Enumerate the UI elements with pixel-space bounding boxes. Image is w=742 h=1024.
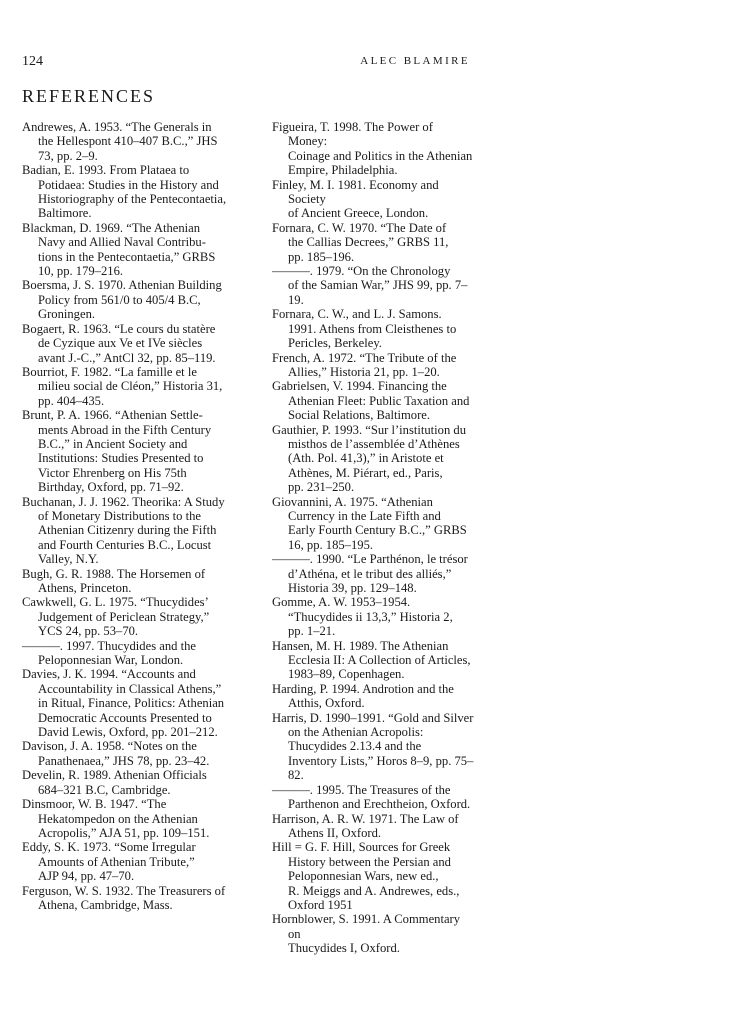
- reference-line: History between the Persian and: [288, 854, 451, 869]
- reference-line: pp. 185–196.: [288, 249, 355, 264]
- reference-line: (Ath. Pol. 41,3),” in Aristote et: [288, 451, 444, 466]
- references-column-right: [272, 120, 474, 956]
- reference-line: Athenian Citizenry during the Fifth: [38, 523, 217, 538]
- reference-line: B.C.,” in Ancient Society and: [38, 436, 188, 451]
- reference-line: Eddy, S. K. 1973. “Some Irregular: [22, 840, 196, 855]
- reference-entry: [22, 120, 248, 163]
- reference-entry: [22, 595, 248, 638]
- reference-entry: [22, 495, 248, 567]
- reference-line: Harris, D. 1990–1991. “Gold and Silver: [272, 710, 474, 725]
- reference-line: Gomme, A. W. 1953–1954.: [272, 595, 411, 610]
- reference-line: and Fourth Centuries B.C., Locust: [38, 537, 212, 552]
- reference-line: Hekatompedon on the Athenian: [38, 811, 198, 826]
- reference-line: Harrison, A. R. W. 1971. The Law of: [272, 811, 459, 826]
- reference-line: pp. 231–250.: [288, 480, 355, 495]
- reference-entry: [272, 552, 474, 595]
- reference-line: Harding, P. 1994. Androtion and the: [272, 681, 454, 696]
- reference-line: Ferguson, W. S. 1932. The Treasurers of: [22, 883, 226, 898]
- reference-line: 684–321 B.C, Cambridge.: [38, 782, 171, 797]
- reference-entry: [272, 264, 474, 307]
- reference-line: Atthis, Oxford.: [288, 696, 365, 711]
- reference-line: Figueira, T. 1998. The Power of Money:: [272, 120, 433, 149]
- reference-line: Peloponnesian War, London.: [38, 653, 184, 668]
- reference-line: Thucydides I, Oxford.: [288, 941, 400, 956]
- reference-line: Hornblower, S. 1991. A Commentary on: [272, 912, 461, 941]
- reference-line: Groningen.: [38, 307, 96, 322]
- reference-line: Boersma, J. S. 1970. Athenian Building: [22, 278, 222, 293]
- reference-line: Finley, M. I. 1981. Economy and Society: [272, 177, 439, 207]
- reference-line: Badian, E. 1993. From Plataea to: [22, 163, 190, 178]
- reference-line: David Lewis, Oxford, pp. 201–212.: [38, 725, 218, 740]
- reference-line: ———. 1979. “On the Chronology: [272, 264, 451, 279]
- reference-line: of Ancient Greece, London.: [288, 206, 429, 221]
- reference-entry: [272, 307, 474, 350]
- reference-entry: [22, 739, 248, 768]
- reference-line: Bogaert, R. 1963. “Le cours du statère: [22, 321, 216, 336]
- reference-entry: [22, 667, 248, 739]
- reference-line: on the Athenian Acropolis:: [288, 725, 424, 740]
- reference-entry: [272, 840, 474, 912]
- reference-line: Fornara, C. W. 1970. “The Date of: [272, 220, 447, 235]
- reference-entry: [22, 768, 248, 797]
- reference-entry: [22, 221, 248, 279]
- reference-line: Davison, J. A. 1958. “Notes on the: [22, 739, 197, 754]
- reference-line: Acropolis,” AJA 51, pp. 109–151.: [38, 825, 210, 840]
- reference-entry: [22, 163, 248, 221]
- reference-line: Gauthier, P. 1993. “Sur l’institution du: [272, 422, 466, 437]
- reference-line: Early Fourth Century B.C.,” GRBS: [288, 523, 467, 538]
- reference-entry: [272, 595, 474, 638]
- reference-line: Athens II, Oxford.: [288, 825, 382, 840]
- reference-entry: [22, 797, 248, 840]
- reference-line: Bugh, G. R. 1988. The Horsemen of: [22, 566, 206, 581]
- reference-line: Historiography of the Pentecontaetia,: [38, 192, 227, 207]
- reference-line: the Hellespont 410–407 B.C.,” JHS: [38, 134, 218, 149]
- reference-line: Brunt, P. A. 1966. “Athenian Settle-: [22, 408, 203, 423]
- reference-line: of the Samian War,” JHS 99, pp. 7–: [288, 278, 468, 293]
- reference-entry: [22, 365, 248, 408]
- reference-line: ———. 1995. The Treasures of the: [272, 782, 451, 797]
- reference-line: Athenian Fleet: Public Taxation and: [288, 393, 470, 408]
- reference-line: de Cyzique aux Ve et IVe siècles: [38, 336, 203, 351]
- reference-entry: [22, 639, 248, 668]
- reference-line: Coinage and Politics in the Athenian: [288, 148, 473, 163]
- reference-line: milieu social de Cléon,” Historia 31,: [38, 379, 223, 394]
- reference-entry: [272, 178, 474, 221]
- reference-line: Policy from 561/0 to 405/4 B.C,: [38, 292, 201, 307]
- reference-line: 73, pp. 2–9.: [38, 148, 98, 163]
- reference-entry: [272, 682, 474, 711]
- page-number: 124: [22, 54, 43, 69]
- reference-line: Peloponnesian Wars, new ed.,: [288, 869, 439, 884]
- reference-line: Ecclesia II: A Collection of Articles,: [288, 653, 471, 668]
- reference-entry: [272, 379, 474, 422]
- reference-line: Develin, R. 1989. Athenian Officials: [22, 768, 207, 783]
- reference-entry: [22, 840, 248, 883]
- reference-line: Inventory Lists,” Horos 8–9, pp. 75–: [288, 753, 474, 768]
- reference-line: Andrewes, A. 1953. “The Generals in: [22, 120, 212, 134]
- reference-line: Davies, J. K. 1994. “Accounts and: [22, 667, 196, 682]
- reference-line: Buchanan, J. J. 1962. Theorika: A Study: [22, 494, 225, 509]
- reference-line: Blackman, D. 1969. “The Athenian: [22, 220, 201, 235]
- reference-line: the Callias Decrees,” GRBS 11,: [288, 235, 449, 250]
- reference-line: Allies,” Historia 21, pp. 1–20.: [288, 364, 440, 379]
- running-head: ALEC BLAMIRE: [360, 55, 470, 67]
- reference-line: ———. 1990. “Le Parthénon, le trésor: [272, 552, 468, 567]
- reference-line: Cawkwell, G. L. 1975. “Thucydides’: [22, 595, 209, 610]
- reference-line: YCS 24, pp. 53–70.: [38, 624, 139, 639]
- reference-line: Baltimore.: [38, 206, 92, 221]
- reference-entry: [272, 912, 474, 955]
- reference-line: Athens, Princeton.: [38, 581, 132, 595]
- reference-line: tions in the Pentecontaetia,” GRBS: [38, 249, 216, 264]
- reference-entry: [272, 812, 474, 841]
- reference-line: Accountability in Classical Athens,”: [38, 681, 222, 696]
- reference-line: Institutions: Studies Presented to: [38, 451, 204, 466]
- references-column-left: [22, 120, 248, 912]
- reference-line: avant J.-C.,” AntCl 32, pp. 85–119.: [38, 350, 216, 365]
- reference-line: Empire, Philadelphia.: [288, 163, 398, 178]
- reference-line: 19.: [288, 292, 304, 307]
- reference-line: Currency in the Late Fifth and: [288, 508, 441, 523]
- reference-line: Athena, Cambridge, Mass.: [38, 897, 173, 912]
- reference-entry: [272, 639, 474, 682]
- reference-line: Judgement of Periclean Strategy,”: [38, 609, 210, 624]
- reference-line: Democratic Accounts Presented to: [38, 710, 212, 725]
- reference-line: Parthenon and Erechtheion, Oxford.: [288, 797, 471, 812]
- reference-line: of Monetary Distributions to the: [38, 508, 201, 523]
- reference-line: Social Relations, Baltimore.: [288, 408, 431, 423]
- reference-line: Thucydides 2.13.4 and the: [288, 739, 422, 754]
- reference-line: 1983–89, Copenhagen.: [288, 667, 405, 682]
- reference-line: 82.: [288, 768, 304, 783]
- reference-line: ———. 1997. Thucydides and the: [22, 638, 196, 653]
- reference-entry: [272, 783, 474, 812]
- reference-line: 10, pp. 179–216.: [38, 264, 124, 279]
- reference-line: Giovannini, A. 1975. “Athenian: [272, 494, 433, 509]
- reference-line: Hansen, M. H. 1989. The Athenian: [272, 638, 449, 653]
- reference-line: 16, pp. 185–195.: [288, 537, 374, 552]
- reference-line: Potidaea: Studies in the History and: [38, 177, 219, 192]
- reference-line: d’Athéna, et le tribut des alliés,”: [288, 566, 452, 581]
- reference-line: Valley, N.Y.: [38, 552, 99, 567]
- reference-line: in Ritual, Finance, Politics: Athenian: [38, 696, 225, 711]
- reference-entry: [272, 351, 474, 380]
- reference-line: Historia 39, pp. 129–148.: [288, 581, 417, 595]
- reference-entry: [22, 884, 248, 913]
- reference-entry: [272, 423, 474, 495]
- reference-line: R. Meiggs and A. Andrewes, eds.,: [288, 883, 460, 898]
- reference-line: 1991. Athens from Cleisthenes to: [288, 321, 457, 336]
- reference-line: Gabrielsen, V. 1994. Financing the: [272, 379, 447, 394]
- reference-line: French, A. 1972. “The Tribute of the: [272, 350, 457, 365]
- reference-line: Panathenaea,” JHS 78, pp. 23–42.: [38, 753, 210, 768]
- reference-line: Navy and Allied Naval Contribu-: [38, 235, 206, 250]
- reference-entry: [22, 278, 248, 321]
- reference-entry: [22, 322, 248, 365]
- reference-line: ments Abroad in the Fifth Century: [38, 422, 212, 437]
- reference-line: Hill = G. F. Hill, Sources for Greek: [272, 840, 451, 855]
- reference-entry: [272, 711, 474, 783]
- reference-line: “Thucydides ii 13,3,” Historia 2,: [288, 609, 453, 624]
- reference-line: Bourriot, F. 1982. “La famille et le: [22, 364, 197, 379]
- reference-line: Athènes, M. Piérart, ed., Paris,: [288, 465, 443, 480]
- reference-line: Birthday, Oxford, pp. 71–92.: [38, 480, 184, 495]
- reference-line: Dinsmoor, W. B. 1947. “The: [22, 797, 167, 812]
- reference-line: Oxford 1951: [288, 897, 353, 912]
- reference-line: misthos de l’assemblée d’Athènes: [288, 436, 460, 451]
- reference-entry: [22, 408, 248, 494]
- reference-line: Fornara, C. W., and L. J. Samons.: [272, 307, 442, 322]
- reference-line: Pericles, Berkeley.: [288, 336, 382, 351]
- reference-line: AJP 94, pp. 47–70.: [38, 869, 135, 884]
- reference-entry: [272, 221, 474, 264]
- reference-entry: [22, 567, 248, 596]
- reference-entry: [272, 120, 474, 178]
- reference-line: Victor Ehrenberg on His 75th: [38, 465, 187, 480]
- reference-line: pp. 404–435.: [38, 393, 105, 408]
- reference-entry: [272, 495, 474, 553]
- section-title: REFERENCES: [22, 86, 156, 106]
- reference-line: pp. 1–21.: [288, 624, 336, 639]
- reference-line: Amounts of Athenian Tribute,”: [38, 854, 195, 869]
